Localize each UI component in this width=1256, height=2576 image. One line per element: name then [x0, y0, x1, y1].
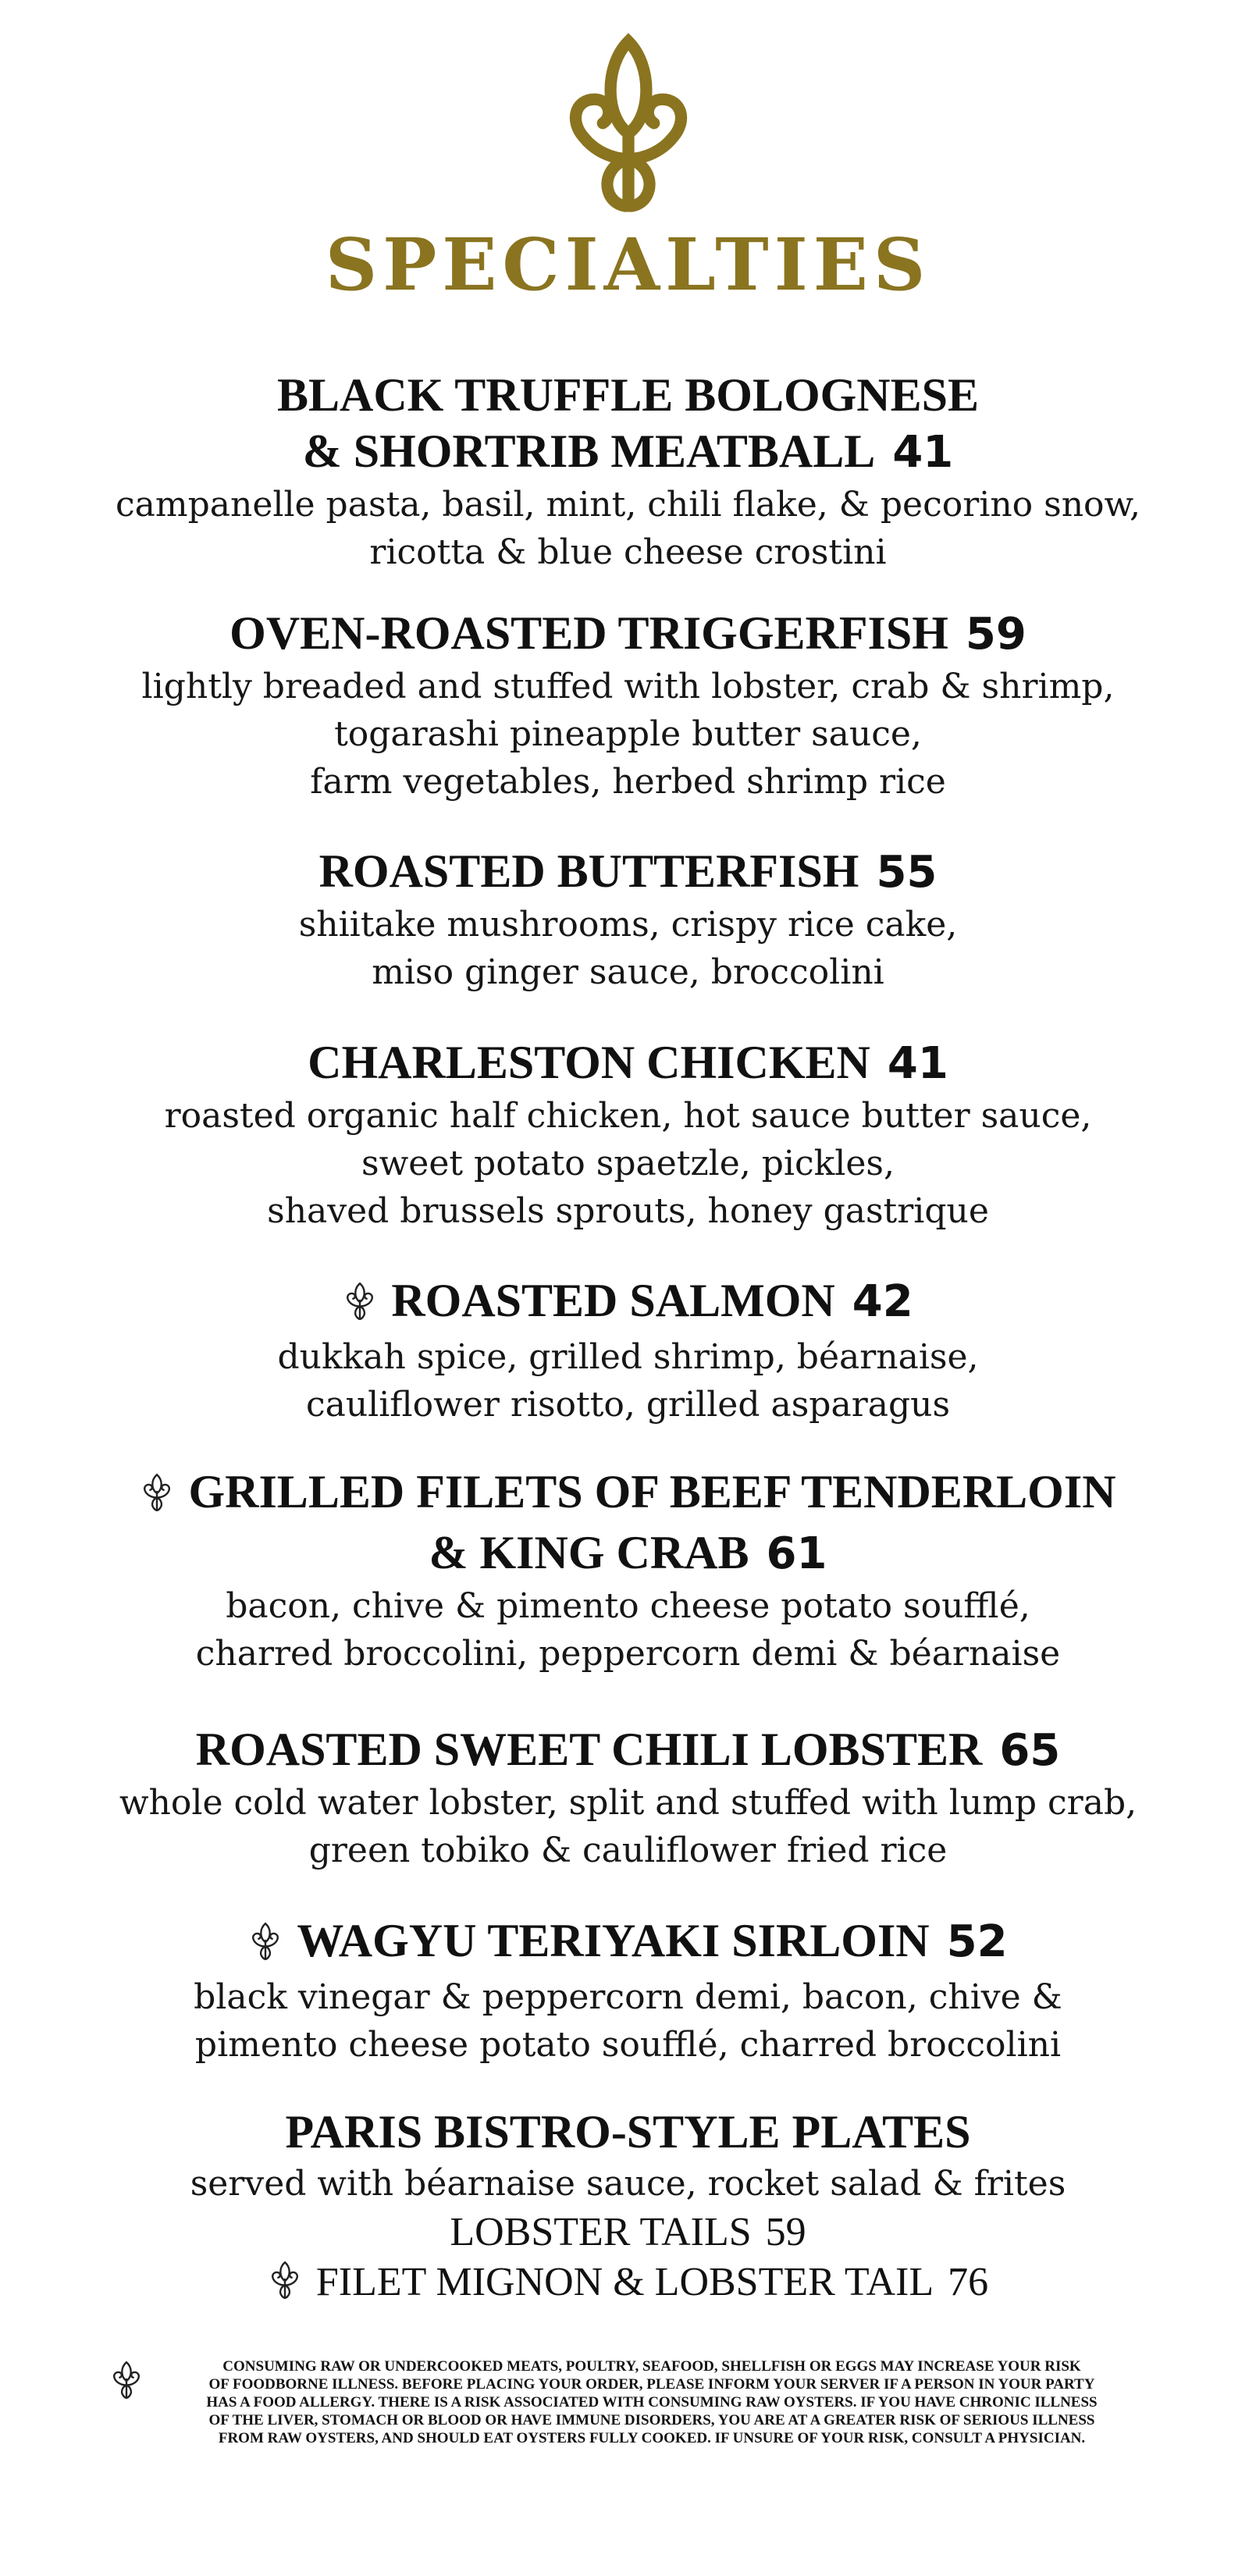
item-description-line: black vinegar & peppercorn demi, bacon, chive &	[194, 1977, 1062, 2017]
item-name-text: WAGYU TERIYAKI SIRLOIN	[297, 1915, 930, 1966]
item-name-text: & KING CRAB	[429, 1527, 749, 1578]
item-description-line: whole cold water lobster, split and stuffed with lump crab,	[119, 1783, 1137, 1823]
item-name-line	[62, 367, 1194, 423]
item-name-line	[62, 1034, 1194, 1092]
disclaimer-text	[156, 2357, 1147, 2447]
item-name-line	[62, 605, 1194, 663]
item-description-line: cauliflower risotto, grilled asparagus	[305, 1385, 951, 1425]
bistro-plate	[62, 2208, 1194, 2258]
menu-item	[62, 605, 1194, 806]
menu-item	[62, 843, 1194, 996]
fleur-de-lis-icon	[343, 1277, 377, 1333]
menu-item	[62, 1272, 1194, 1429]
item-price: 61	[766, 1528, 827, 1579]
raw-food-disclaimer	[109, 2357, 1147, 2447]
item-description-line: pimento cheese potato soufflé, charred broccolini	[194, 2025, 1062, 2065]
disclaimer-line: CONSUMING RAW OR UNDERCOOKED MEATS, POULTRY, SEAFOOD, SHELLFISH OR EGGS MAY INCREASE YOUR RISK	[222, 2358, 1081, 2375]
fleur-de-lis-icon	[248, 1917, 283, 1973]
item-description-line: charred broccolini, peppercorn demi & béarnaise	[195, 1634, 1061, 1674]
item-description-line: shiitake mushrooms, crispy rice cake,	[298, 905, 958, 945]
item-description-line: campanelle pasta, basil, mint, chili flake, & pecorino snow,	[116, 485, 1140, 525]
bistro-plates-section	[62, 2104, 1194, 2312]
disclaimer-line: HAS A FOOD ALLERGY. THERE IS A RISK ASSOCIATED WITH CONSUMING RAW OYSTERS. IF YOU HAVE CHRONIC ILLNESS	[206, 2394, 1098, 2411]
item-price: 59	[965, 609, 1027, 660]
item-description-line: shaved brussels sprouts, honey gastrique	[267, 1191, 989, 1231]
item-name-line	[62, 1464, 1194, 1525]
item-description-line: togarashi pineapple butter sauce,	[334, 714, 922, 754]
bistro-plate-name: FILET MIGNON & LOBSTER TAIL	[315, 2260, 934, 2304]
bistro-description: served with béarnaise sauce, rocket salad & frites	[190, 2164, 1066, 2204]
item-name-text: ROASTED SWEET CHILI LOBSTER	[195, 1724, 983, 1775]
item-name-line	[62, 1912, 1194, 1973]
bistro-title-text: PARIS BISTRO-STYLE PLATES	[285, 2106, 971, 2158]
item-price: 42	[852, 1276, 913, 1327]
item-name-text: ROASTED BUTTERFISH	[318, 845, 859, 897]
item-price: 65	[999, 1725, 1061, 1776]
item-price: 41	[892, 427, 954, 478]
fleur-de-lis-icon	[140, 1468, 174, 1525]
menu-item	[62, 1721, 1194, 1874]
fleur-de-lis-logo	[0, 31, 1256, 219]
item-name-text: BLACK TRUFFLE BOLOGNESE	[276, 369, 980, 421]
item-name-line	[62, 843, 1194, 901]
disclaimer-line: OF FOODBORNE ILLNESS. BEFORE PLACING YOUR ORDER, PLEASE INFORM YOUR SERVER IF A PERSON IN YOUR PARTY	[208, 2376, 1095, 2393]
disclaimer-line: FROM RAW OYSTERS, AND SHOULD EAT OYSTERS FULLY COOKED. IF UNSURE OF YOUR RISK, CONSULT A PHYSICIAN.	[218, 2430, 1086, 2446]
bistro-title	[62, 2104, 1194, 2160]
bistro-plate-name: LOBSTER TAILS	[450, 2210, 752, 2254]
item-description-line: lightly breaded and stuffed with lobster, crab & shrimp,	[141, 667, 1115, 706]
item-name-line	[62, 1272, 1194, 1333]
menu-item	[62, 1034, 1194, 1235]
page-title: SPECIALTIES	[325, 222, 931, 307]
bistro-plate	[62, 2258, 1194, 2312]
item-description-line: bacon, chive & pimento cheese potato soufflé,	[226, 1586, 1030, 1626]
menu-item	[62, 1912, 1194, 2069]
fleur-de-lis-icon	[268, 2261, 302, 2312]
item-name-line	[62, 423, 1194, 481]
bistro-plate-price: 59	[765, 2210, 806, 2254]
item-description-line: roasted organic half chicken, hot sauce butter sauce,	[164, 1096, 1092, 1136]
item-name-text: OVEN-ROASTED TRIGGERFISH	[229, 607, 948, 659]
bistro-plate-price: 76	[948, 2260, 989, 2304]
disclaimer-line: OF THE LIVER, STOMACH OR BLOOD OR HAVE IMMUNE DISORDERS, YOU ARE AT A GREATER RISK OF SERIOUS ILLNESS	[208, 2412, 1095, 2428]
item-description-line: ricotta & blue cheese crostini	[369, 532, 887, 572]
menu-item	[62, 1464, 1194, 1678]
item-name-text: GRILLED FILETS OF BEEF TENDERLOIN	[188, 1466, 1116, 1517]
item-price: 52	[946, 1916, 1008, 1967]
item-description-line: green tobiko & cauliflower fried rice	[308, 1831, 948, 1870]
fleur-de-lis-icon	[543, 31, 714, 219]
item-description-line: dukkah spice, grilled shrimp, béarnaise,	[277, 1337, 979, 1377]
item-name-line	[62, 1525, 1194, 1582]
item-name-text: ROASTED SALMON	[391, 1275, 835, 1326]
item-price: 55	[876, 847, 938, 898]
item-description-line: farm vegetables, herbed shrimp rice	[310, 762, 946, 802]
menu-item	[62, 367, 1194, 576]
item-price: 41	[887, 1038, 948, 1089]
item-description-line: miso ginger sauce, broccolini	[372, 952, 884, 992]
item-name-text: & SHORTRIB MEATBALL	[302, 425, 876, 477]
item-name-text: CHARLESTON CHICKEN	[308, 1037, 870, 1088]
item-description-line: sweet potato spaetzle, pickles,	[361, 1144, 895, 1183]
fleur-de-lis-icon	[109, 2361, 144, 2403]
item-name-line	[62, 1721, 1194, 1779]
